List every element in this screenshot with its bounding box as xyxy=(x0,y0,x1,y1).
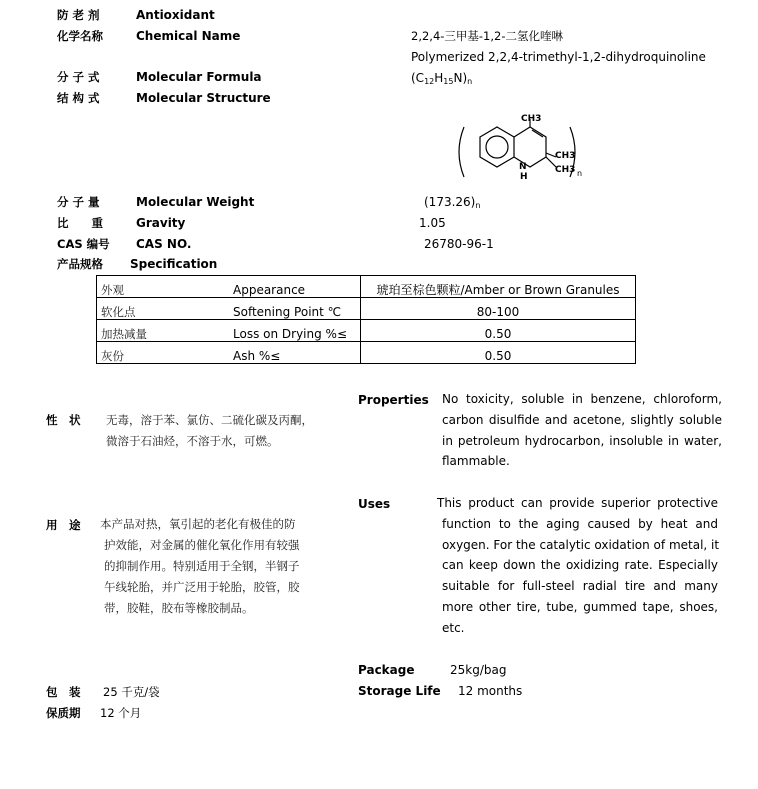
table-row xyxy=(97,320,636,342)
package-label-en: Package xyxy=(358,663,415,677)
cas-label-cn: CAS 编号 xyxy=(57,237,110,251)
storage-value-cn: 12 个月 xyxy=(100,706,142,720)
spec-item-cn: 加热减量 xyxy=(97,320,230,342)
specification-label-cn: 产品规格 xyxy=(57,257,103,271)
uses-label-cn: 用 途 xyxy=(46,518,81,532)
gravity-label-cn: 比 重 xyxy=(57,216,103,230)
package-value-cn: 25 千克/袋 xyxy=(103,685,160,699)
structure-methyl-top: CH3 xyxy=(521,114,542,124)
structure-methyl-b: CH3 xyxy=(555,165,576,175)
molecular-formula-label-cn: 分 子 式 xyxy=(57,70,100,84)
table-row xyxy=(97,276,636,298)
spec-item-cn: 灰份 xyxy=(97,342,230,364)
molecular-structure-label-cn: 结 构 式 xyxy=(57,91,100,105)
storage-label-cn: 保质期 xyxy=(46,706,81,720)
uses-text-en: This product can provide superior protective function to the aging caused by heat and oxygen. For the catalytic oxidation of metal, it can keep down the oxidizing rate. Especially suitable for full-steel radial tire and many more other tire, tube, gummed tape, shoes, etc. xyxy=(437,496,720,635)
chemical-name-value-en: Polymerized 2,2,4-trimethyl-1,2-dihydroquinoline xyxy=(411,50,706,64)
chemical-name-label-en: Chemical Name xyxy=(136,29,241,43)
properties-text-cn: 无毒，溶于苯、氯仿、二硫化碳及丙酮， 微溶于石油烃，不溶于水，可燃。 xyxy=(106,413,313,448)
chemical-name-label-cn: 化学名称 xyxy=(57,29,103,43)
table-row xyxy=(97,298,636,320)
properties-label-en: Properties xyxy=(358,393,429,407)
molecular-formula-label-en: Molecular Formula xyxy=(136,70,262,84)
table-row xyxy=(97,342,636,364)
molecular-weight-label-en: Molecular Weight xyxy=(136,195,255,209)
storage-label-en: Storage Life xyxy=(358,684,441,698)
storage-value-en: 12 months xyxy=(458,684,523,698)
spec-value: 0.50 xyxy=(361,342,636,364)
molecular-structure-label-en: Molecular Structure xyxy=(136,91,271,105)
spec-value: 琥珀至棕色颗粒/Amber or Brown Granules xyxy=(361,276,636,298)
spec-item-cn: 软化点 xyxy=(97,298,230,320)
spec-item-cn: 外观 xyxy=(97,276,230,298)
spec-item-en: Loss on Drying %≤ xyxy=(229,320,361,342)
uses-text-cn: 本产品对热，氧引起的老化有极佳的防 护效能，对金属的催化氧化作用有较强 的抑制作用。特别适用于全钢，半钢子 午线轮胎，并广泛用于轮胎，胶管，胶 带，胶鞋，胶布等橡胶制品。 xyxy=(100,517,300,615)
spec-value: 0.50 xyxy=(361,320,636,342)
structure-methyl-a: CH3 xyxy=(555,151,576,161)
specification-table xyxy=(96,275,636,364)
antioxidant-label-en: Antioxidant xyxy=(136,8,215,22)
molecular-formula-value: $(C_{12}H_{15}N)_n$ xyxy=(411,71,473,86)
chemical-name-value-cn: 2,2,4-三甲基-1,2-二氢化喹啉 xyxy=(411,29,563,43)
gravity-value: 1.05 xyxy=(419,216,446,230)
spec-value: 80-100 xyxy=(361,298,636,320)
package-label-cn: 包 装 xyxy=(46,685,81,699)
structure-subscript-n: n xyxy=(577,169,583,178)
spec-item-en: Softening Point ℃ xyxy=(229,298,361,320)
spec-item-en: Appearance xyxy=(229,276,361,298)
uses-label-en: Uses xyxy=(358,497,391,511)
molecular-weight-label-cn: 分 子 量 xyxy=(57,195,100,209)
cas-value: 26780-96-1 xyxy=(424,237,494,251)
molecular-weight-value: $(173.26)_n$ xyxy=(424,195,481,210)
structure-nitrogen: N xyxy=(519,162,527,172)
specification-label-en: Specification xyxy=(130,257,218,271)
properties-text-en: No toxicity, soluble in benzene, chloroform, carbon disulfide and acetone, slightly soluble in petroleum hydrocarbon, insoluble in water, flammable. xyxy=(442,392,722,469)
gravity-label-en: Gravity xyxy=(136,216,186,230)
properties-label-cn: 性 状 xyxy=(46,413,81,427)
structure-hydrogen: H xyxy=(520,172,528,182)
package-value-en: 25kg/bag xyxy=(450,663,507,677)
cas-label-en: CAS NO. xyxy=(136,237,192,251)
antioxidant-label-cn: 防 老 剂 xyxy=(57,8,100,22)
spec-item-en: Ash %≤ xyxy=(229,342,361,364)
